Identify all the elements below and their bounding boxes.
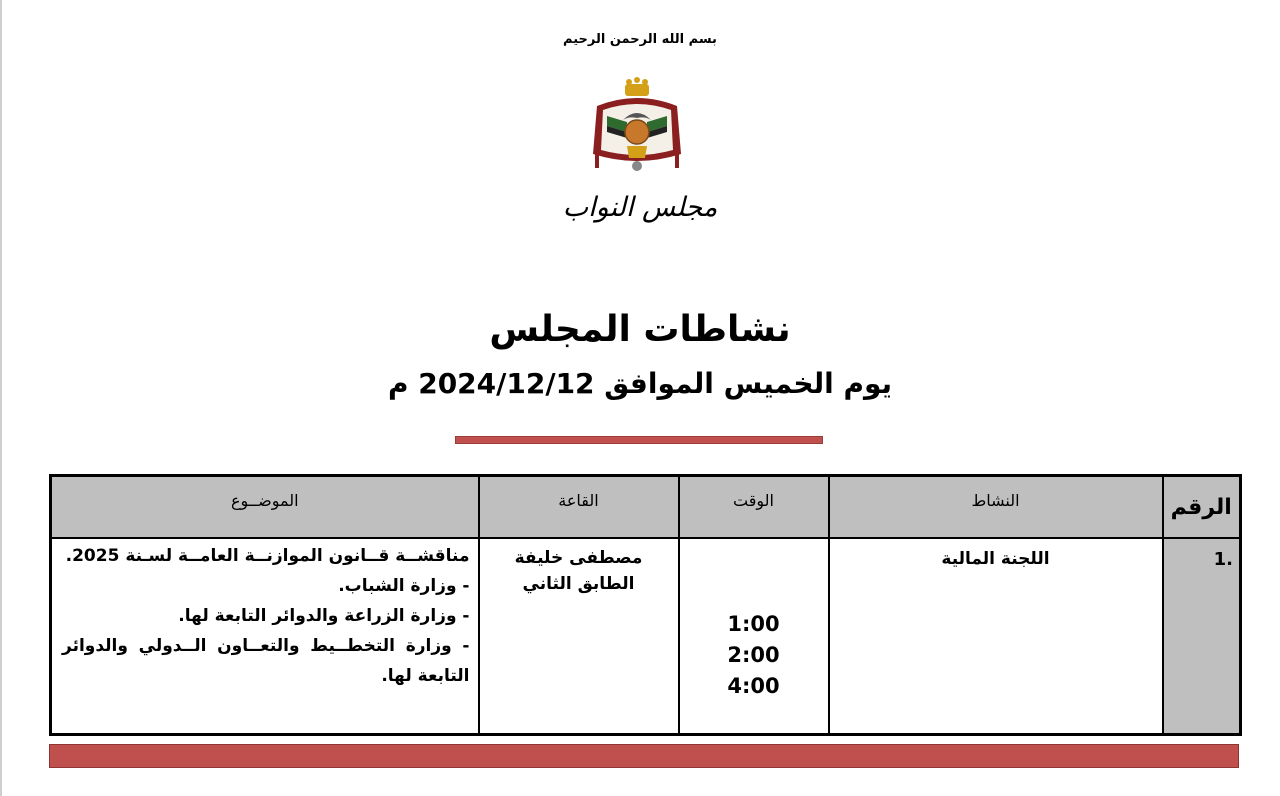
header-time: الوقت [679, 476, 829, 538]
title-divider [455, 436, 823, 444]
topic-line: - وزارة الشباب. [338, 575, 470, 596]
topic-line: مناقشــة قــانون الموازنــة العامــة لسـنة 2025. [65, 545, 470, 566]
header-number: الرقم [1163, 476, 1241, 538]
time-value: 2:00 [727, 642, 780, 667]
table-row [51, 538, 1241, 735]
time-value: 1:00 [727, 611, 780, 636]
hall-name: مصطفى خليفة [514, 547, 643, 568]
topic-line: - وزارة الزراعة والدوائر التابعة لها. [178, 605, 470, 626]
header-activity: النشاط [829, 476, 1163, 538]
row-time [679, 538, 829, 735]
row-topic [51, 538, 479, 735]
table-header-row [51, 476, 1241, 538]
jordan-coat-of-arms-icon [583, 76, 691, 180]
header-hall: القاعة [479, 476, 679, 538]
row-number: .1 [1163, 538, 1241, 735]
row-activity: اللجنة المالية [829, 538, 1163, 735]
time-value: 4:00 [727, 673, 780, 698]
footer-bar [49, 744, 1239, 768]
activities-table [49, 474, 1242, 736]
topic-line: - وزارة التخطــيط والتعــاون الــدولي والدوائر التابعة لها. [62, 635, 470, 686]
page-subtitle: يوم الخميس الموافق 2024/12/12 م [387, 367, 893, 400]
basmala: بسم الله الرحمن الرحيم [563, 32, 717, 47]
row-hall [479, 538, 679, 735]
parliament-logo: مجلس النواب [562, 192, 718, 223]
header-topic: الموضــوع [51, 476, 479, 538]
page-title: نشاطات المجلس [489, 309, 791, 350]
hall-floor: الطابق الثاني [522, 573, 635, 594]
